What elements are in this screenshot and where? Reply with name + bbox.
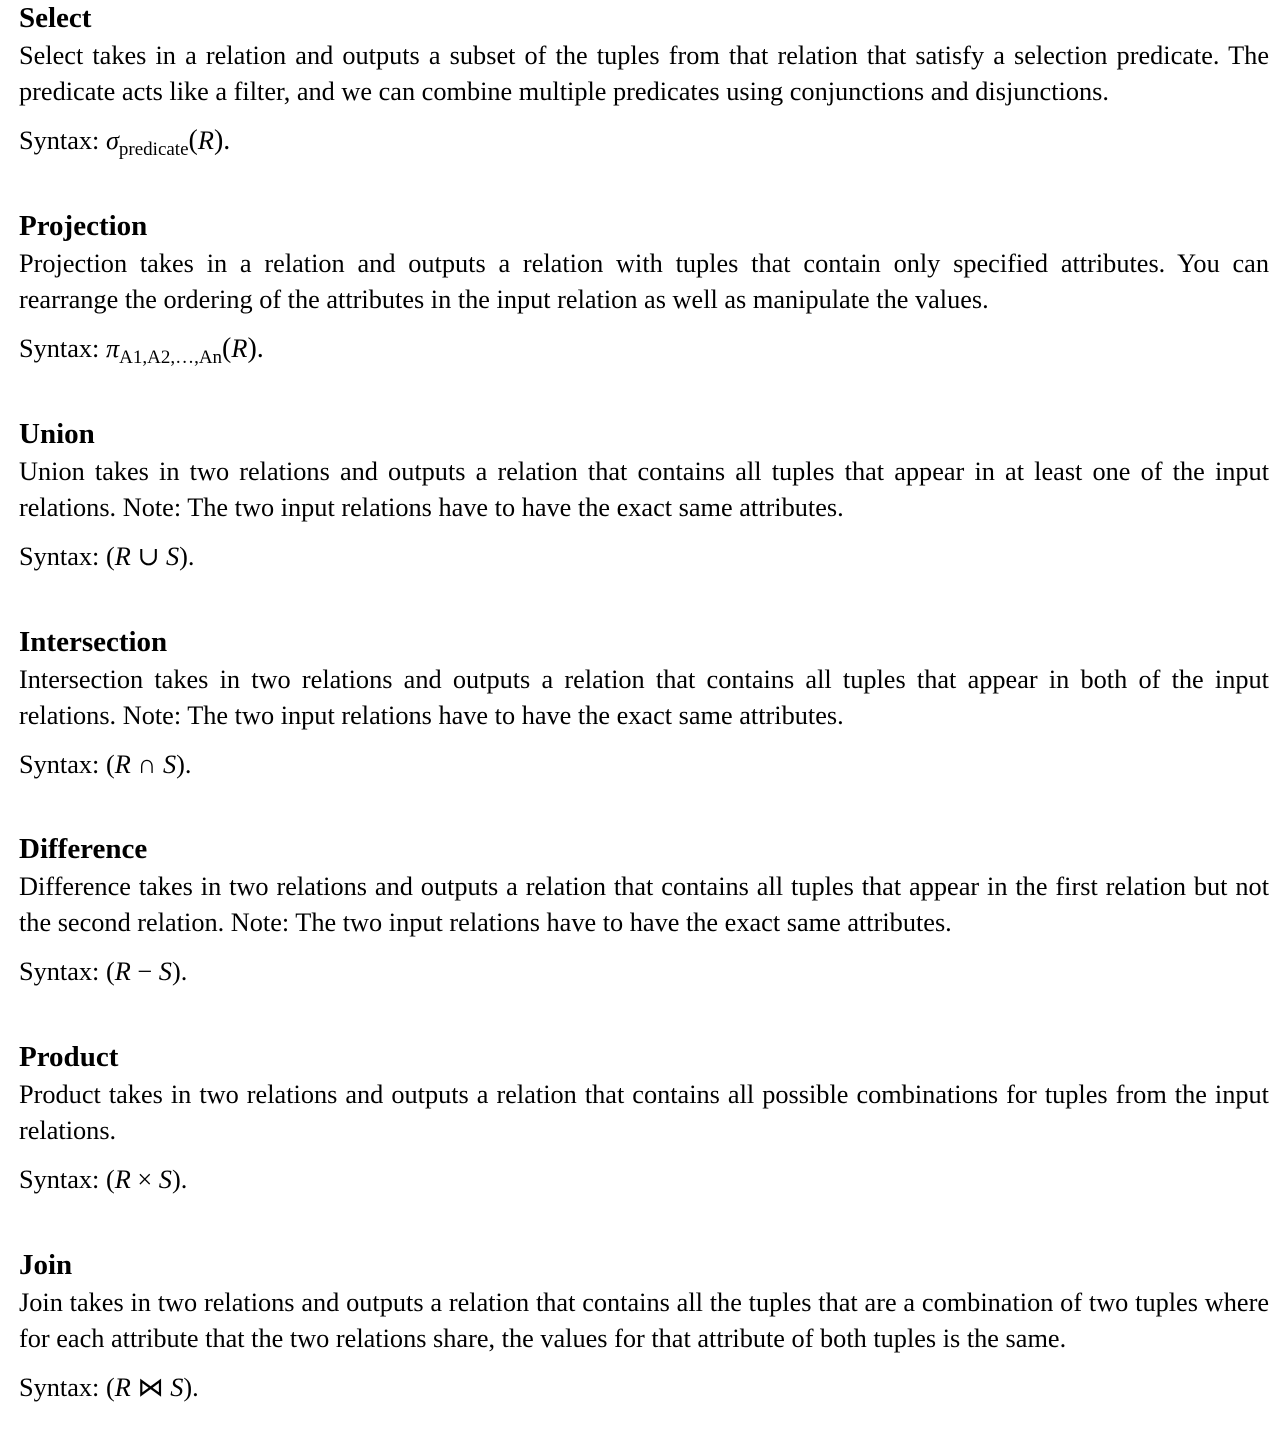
syntax-subscript: A1,A2,…,An xyxy=(119,346,223,368)
syntax-left-operand: R xyxy=(114,749,131,779)
syntax-open-paren: ( xyxy=(105,749,115,779)
join-operator: ⋈ xyxy=(137,1372,164,1402)
syntax-right-operand: S xyxy=(165,541,180,571)
syntax-label: Syntax: xyxy=(19,956,100,986)
syntax-symbol: σ xyxy=(105,125,119,155)
section-title: Join xyxy=(19,1249,73,1281)
syntax-right-operand: S xyxy=(170,1372,184,1402)
section-projection xyxy=(19,208,1269,376)
syntax-symbol: π xyxy=(105,333,120,363)
syntax-close-paren: ). xyxy=(183,1372,199,1402)
syntax-line xyxy=(19,123,1269,168)
syntax-line xyxy=(19,747,1269,783)
syntax-line xyxy=(19,1162,1269,1198)
section-title: Product xyxy=(19,1041,119,1073)
syntax-expression xyxy=(106,1373,199,1402)
syntax-line xyxy=(19,331,1269,376)
syntax-open-paren: ( xyxy=(188,124,198,156)
syntax-label: Syntax: xyxy=(19,1372,100,1402)
section-intersection xyxy=(19,624,1269,783)
section-description: Product takes in two relations and outputs a relation that contains all possible combinations for tuples from the input relations. xyxy=(19,1080,1269,1146)
syntax-close-paren: ). xyxy=(176,749,192,779)
section-title: Union xyxy=(19,418,95,450)
syntax-argument: R xyxy=(197,125,214,155)
syntax-close-paren: ). xyxy=(213,124,231,156)
syntax-left-operand: R xyxy=(114,956,131,986)
syntax-label: Syntax: xyxy=(19,1164,100,1194)
syntax-right-operand: S xyxy=(158,1164,172,1194)
syntax-line xyxy=(19,1370,1269,1406)
syntax-open-paren: ( xyxy=(105,541,115,571)
syntax-open-paren: ( xyxy=(105,1164,115,1194)
syntax-left-operand: R xyxy=(114,1164,131,1194)
section-select xyxy=(19,0,1269,168)
section-join xyxy=(19,1247,1269,1406)
syntax-subscript: predicate xyxy=(118,138,189,160)
syntax-close-paren: ). xyxy=(247,332,264,364)
union-operator: ∪ xyxy=(137,541,160,571)
syntax-label: Syntax: xyxy=(19,749,100,779)
section-title: Difference xyxy=(19,833,148,865)
syntax-expression xyxy=(106,957,187,986)
section-description: Union takes in two relations and outputs a relation that contains all tuples that appear in at least one of the input relations. Note: The two input relations have to have the exact same attributes. xyxy=(19,457,1269,523)
section-description: Intersection takes in two relations and outputs a relation that contains all tuples that appear in both of the input relations. Note: The two input relations have to have the exact same attributes. xyxy=(19,665,1269,731)
syntax-label: Syntax: xyxy=(19,125,100,155)
section-title: Intersection xyxy=(19,626,168,658)
section-description: Join takes in two relations and outputs a relation that contains all the tuples that are a combination of two tuples where for each attribute that the two relations share, the values for that attribute of both tuples is the same. xyxy=(19,1288,1269,1354)
syntax-open-paren: ( xyxy=(105,1372,115,1402)
section-description: Difference takes in two relations and outputs a relation that contains all tuples that appear in the first relation but not the second relation. Note: The two input relations have to have the exact same attributes. xyxy=(19,872,1269,938)
syntax-open-paren: ( xyxy=(222,332,232,364)
syntax-left-operand: R xyxy=(114,1372,131,1402)
syntax-expression xyxy=(105,124,231,160)
syntax-argument: R xyxy=(231,333,248,363)
section-union xyxy=(19,416,1269,575)
difference-operator: − xyxy=(137,956,153,986)
syntax-close-paren: ). xyxy=(179,541,195,571)
section-description: Projection takes in a relation and outputs a relation with tuples that contain only specified attributes. You can rearrange the ordering of the attributes in the input relation as well as manipulate the values. xyxy=(19,249,1269,315)
section-title: Projection xyxy=(19,210,148,242)
syntax-line xyxy=(19,539,1269,575)
syntax-open-paren: ( xyxy=(105,956,115,986)
section-product xyxy=(19,1039,1269,1198)
section-title: Select xyxy=(19,2,92,34)
syntax-expression xyxy=(106,1165,187,1194)
intersection-operator: ∩ xyxy=(137,749,157,779)
syntax-right-operand: S xyxy=(162,749,177,779)
section-description: Select takes in a relation and outputs a subset of the tuples from that relation that satisfy a selection predicate. The predicate acts like a filter, and we can combine multiple predicates using conjunctions and disjunctions. xyxy=(19,41,1269,107)
syntax-left-operand: R xyxy=(114,541,131,571)
syntax-expression xyxy=(106,542,195,571)
syntax-label: Syntax: xyxy=(19,541,100,571)
syntax-line xyxy=(19,954,1269,990)
section-difference xyxy=(19,831,1269,990)
syntax-close-paren: ). xyxy=(171,1164,188,1194)
syntax-expression xyxy=(106,750,192,779)
syntax-label: Syntax: xyxy=(19,333,100,363)
product-operator: × xyxy=(137,1164,153,1194)
syntax-expression xyxy=(105,332,264,368)
syntax-close-paren: ). xyxy=(171,956,188,986)
syntax-right-operand: S xyxy=(158,956,172,986)
